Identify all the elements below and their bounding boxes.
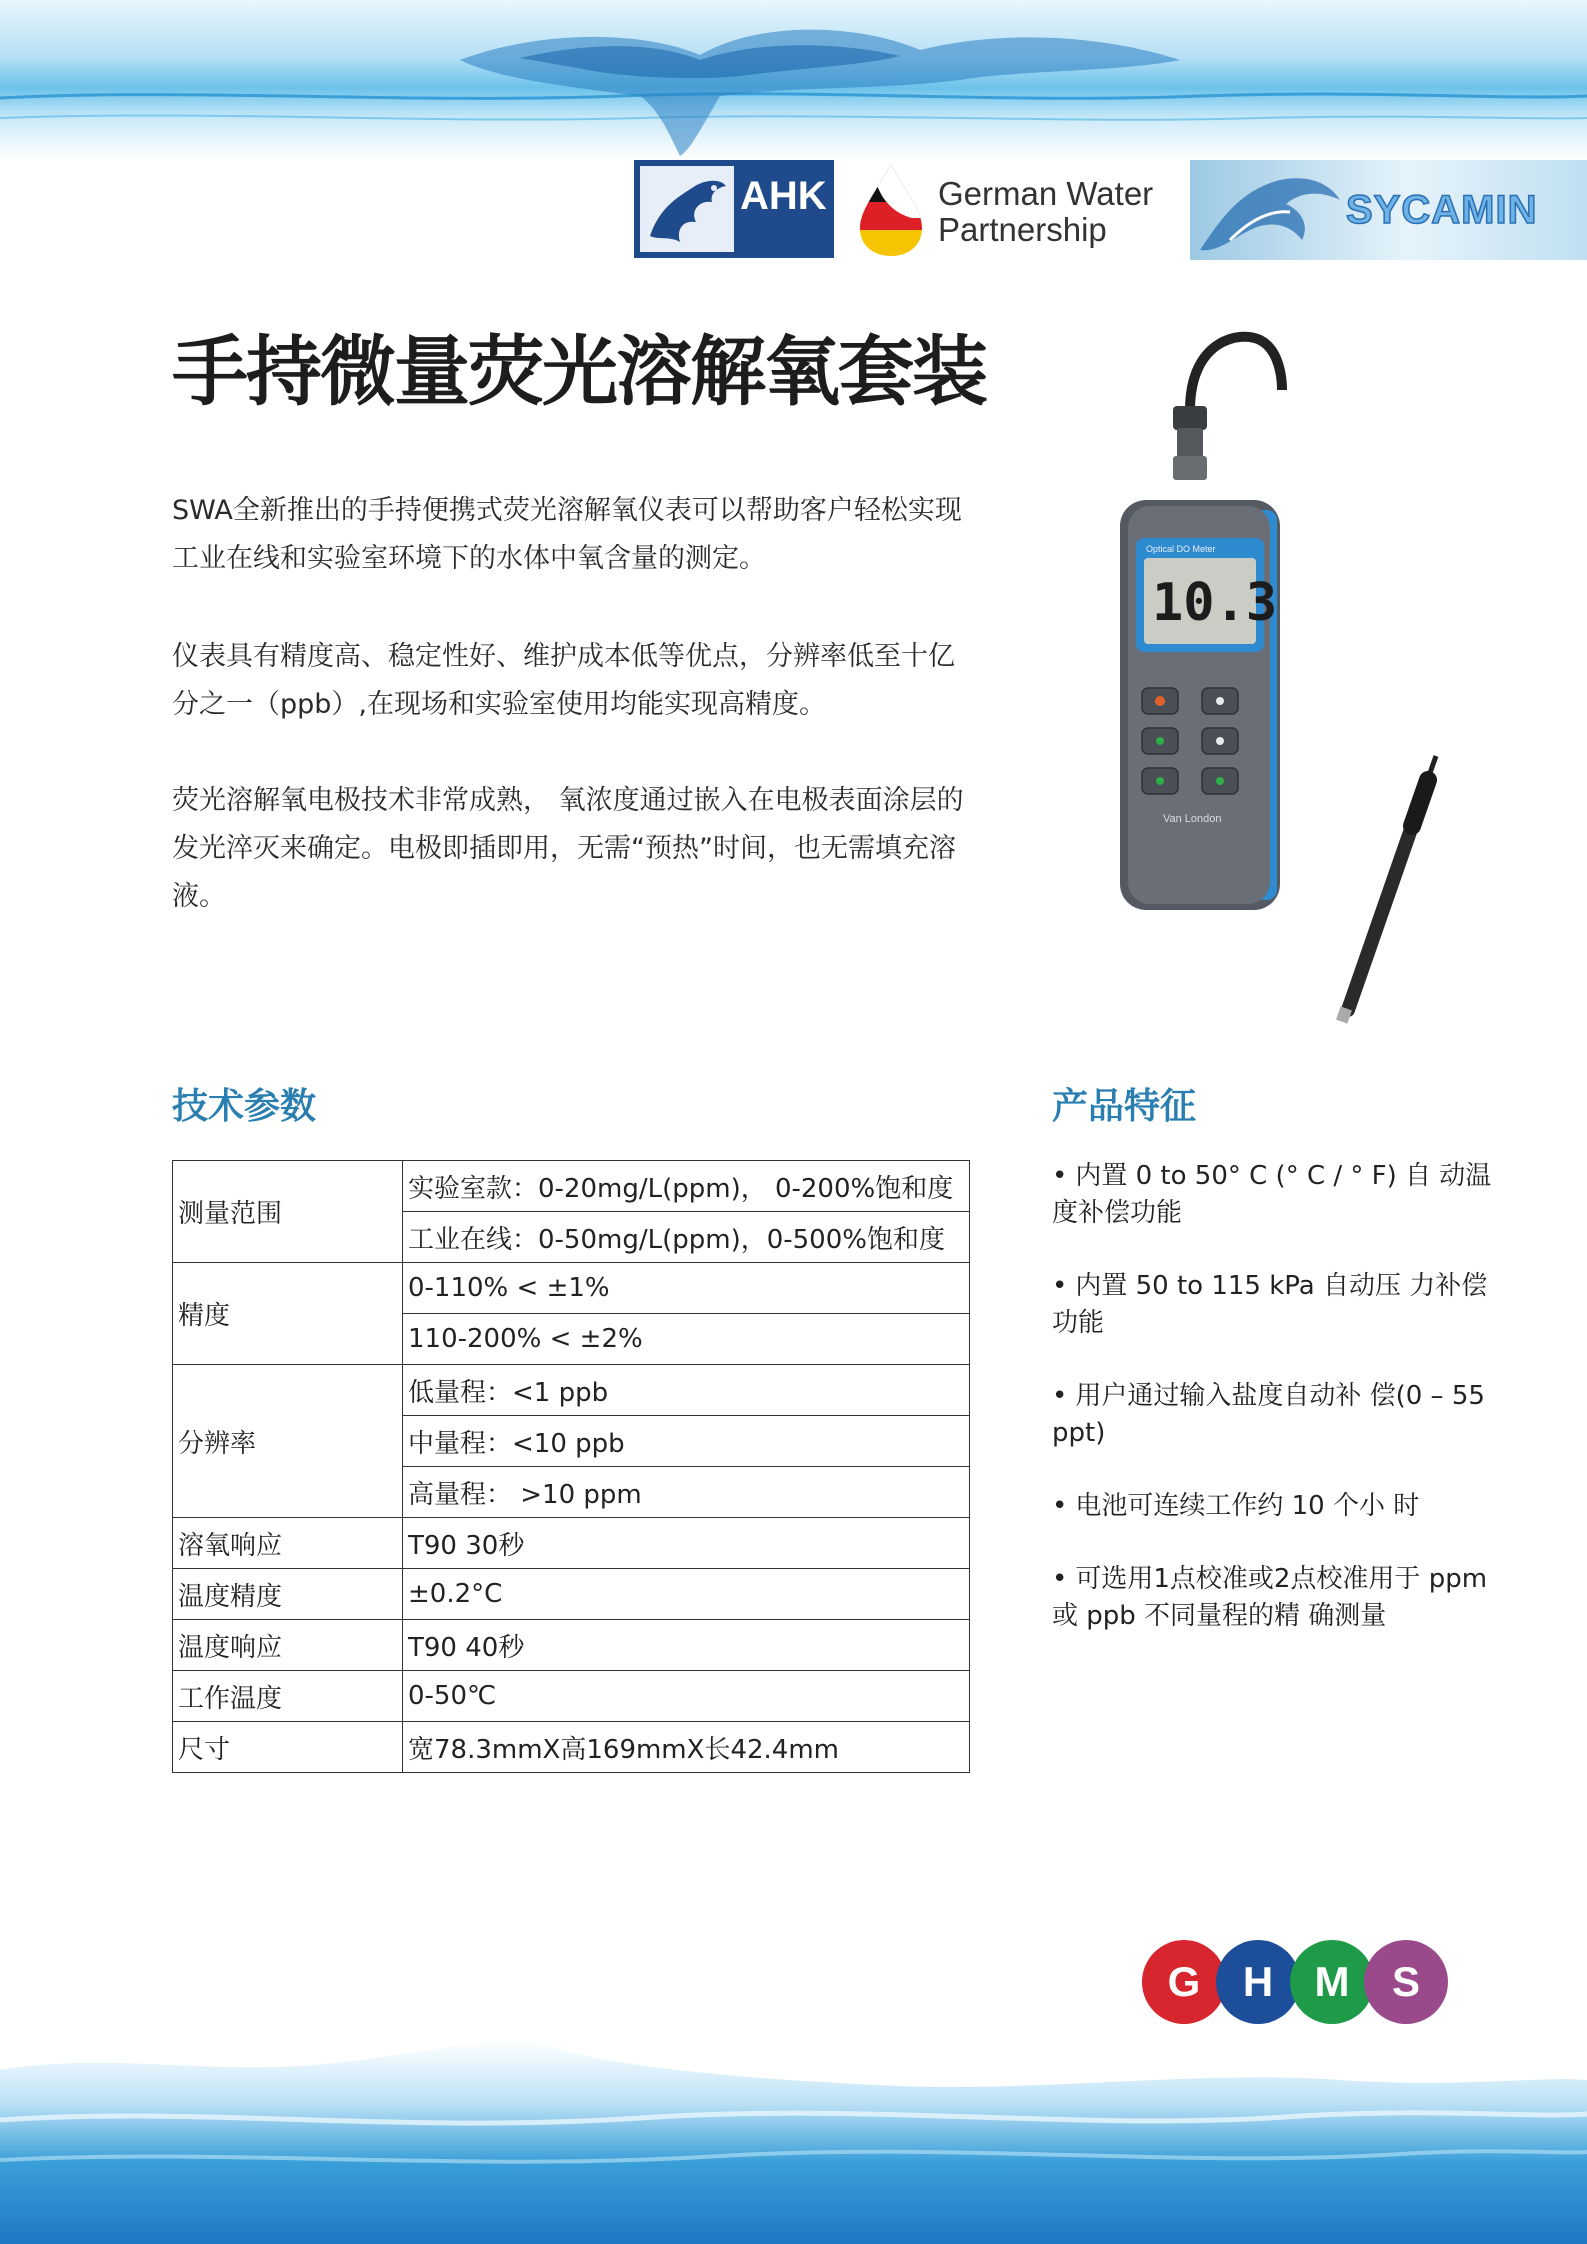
list-item	[1052, 1268, 1492, 1342]
spec-value: ±0.2°C	[403, 1569, 970, 1620]
spec-label: 测量范围	[173, 1161, 403, 1263]
table-row	[173, 1365, 970, 1416]
ghms-letter: S	[1391, 1958, 1421, 2005]
bullet: •	[1052, 1271, 1068, 1301]
ghms-letter: H	[1242, 1958, 1274, 2005]
bottom-water-banner	[0, 2010, 1587, 2244]
list-item	[1052, 1488, 1492, 1525]
feature-text: 内置 0 to 50° C (° C / ° F) 自 动温度补偿功能	[1052, 1161, 1492, 1228]
water-splash-icon	[1190, 160, 1350, 260]
bullet: •	[1052, 1491, 1068, 1521]
spec-value: T90 30秒	[403, 1518, 970, 1569]
spec-value: 高量程： >10 ppm	[403, 1467, 970, 1518]
spec-value: 中量程：<10 ppb	[403, 1416, 970, 1467]
german-water-partnership-logo	[856, 160, 1186, 258]
bullet: •	[1052, 1381, 1068, 1411]
spec-label: 尺寸	[173, 1722, 403, 1773]
spec-label: 工作温度	[173, 1671, 403, 1722]
spec-value: 实验室款：0-20mg/L(ppm)， 0-200%饱和度	[403, 1161, 970, 1212]
intro-paragraph-3: 荧光溶解氧电极技术非常成熟， 氧浓度通过嵌入在电极表面涂层的发光淬灭来确定。电极即插即用，无需“预热”时间，也无需填充溶液。	[172, 785, 964, 912]
gwp-line2: Partnership	[938, 211, 1107, 248]
device-brand: Van London	[1163, 813, 1222, 825]
specs-table	[172, 1160, 970, 1773]
sycamin-text: SYCAMIN	[1346, 188, 1538, 232]
bullet: •	[1052, 1161, 1068, 1191]
spec-value: 工业在线：0-50mg/L(ppm)，0-500%饱和度	[403, 1212, 970, 1263]
spec-value: 宽78.3mmX高169mmX长42.4mm	[403, 1722, 970, 1773]
spec-label: 温度精度	[173, 1569, 403, 1620]
ghms-logo	[1138, 1940, 1454, 2024]
table-row	[173, 1722, 970, 1773]
feature-text: 可选用1点校准或2点校准用于 ppm 或 ppb 不同量程的精 确测量	[1052, 1564, 1488, 1631]
list-item	[1052, 1561, 1492, 1635]
spec-value: 低量程：<1 ppb	[403, 1365, 970, 1416]
feature-text: 内置 50 to 115 kPa 自动压 力补偿功能	[1052, 1271, 1488, 1338]
spec-label: 温度响应	[173, 1620, 403, 1671]
list-item	[1052, 1158, 1492, 1232]
table-row	[173, 1671, 970, 1722]
features-heading: 产品特征	[1052, 1086, 1197, 1127]
drop-flag-icon	[856, 162, 926, 258]
ahk-logo	[634, 160, 834, 258]
sycamin-logo	[1190, 160, 1587, 260]
do-meter-image	[1060, 320, 1460, 1040]
list-item	[1052, 1378, 1492, 1452]
table-row	[173, 1518, 970, 1569]
table-row	[173, 1569, 970, 1620]
spec-value: 0-50℃	[403, 1671, 970, 1722]
page-title: 手持微量荧光溶解氧套装	[172, 327, 986, 416]
spec-label: 精度	[173, 1263, 403, 1365]
bullet: •	[1052, 1564, 1068, 1594]
intro-paragraph-2: 仪表具有精度高、稳定性好、维护成本低等优点，分辨率低至十亿分之一（ppb）,在现场和实验室使用均能实现高精度。	[172, 641, 955, 720]
table-row	[173, 1263, 970, 1314]
dragon-icon	[640, 166, 734, 252]
spec-value: 110-200% < ±2%	[403, 1314, 970, 1365]
spec-label: 分辨率	[173, 1365, 403, 1518]
table-row	[173, 1161, 970, 1212]
feature-text: 电池可连续工作约 10 个小 时	[1075, 1491, 1420, 1521]
screen-reading: 10.3	[1152, 573, 1278, 633]
gwp-line1: German Water	[938, 175, 1154, 212]
intro-paragraph-1: SWA全新推出的手持便携式荧光溶解氧仪表可以帮助客户轻松实现工业在线和实验室环境下的水体中氧含量的测定。	[172, 495, 962, 574]
ghms-letter: G	[1167, 1958, 1201, 2005]
spec-value: 0-110% < ±1%	[403, 1263, 970, 1314]
features-list	[1052, 1158, 1492, 1671]
table-row	[173, 1620, 970, 1671]
screen-label: Optical DO Meter	[1146, 544, 1216, 554]
spec-label: 溶氧响应	[173, 1518, 403, 1569]
ghms-letter: M	[1314, 1958, 1350, 2005]
spec-value: T90 40秒	[403, 1620, 970, 1671]
top-water-banner	[0, 0, 1587, 160]
ahk-text: AHK	[740, 174, 827, 218]
feature-text: 用户通过输入盐度自动补 偿(0 – 55 ppt)	[1052, 1381, 1485, 1448]
specs-heading: 技术参数	[172, 1086, 317, 1127]
